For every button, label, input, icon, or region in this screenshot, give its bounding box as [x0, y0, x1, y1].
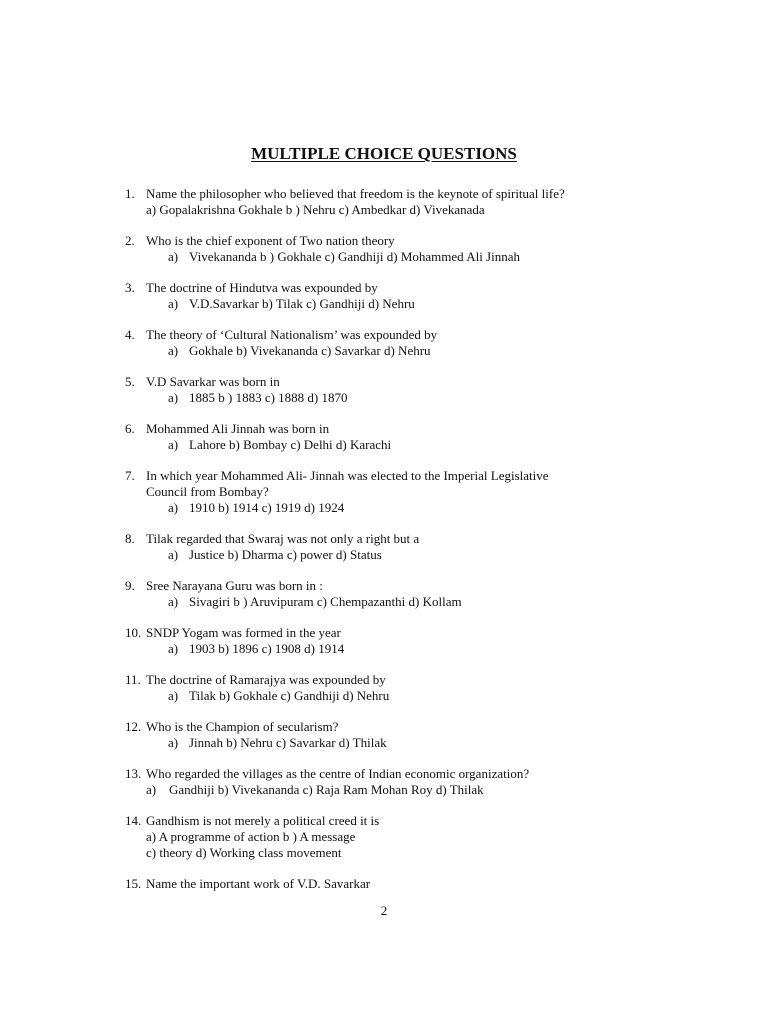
question-item	[0, 672, 768, 704]
option-text: c) theory d) Working class movement	[146, 845, 342, 860]
question-line: The theory of ‘Cultural Nationalism’ was expounded by	[146, 327, 438, 342]
question-item	[0, 233, 768, 265]
option-text: 1885 b ) 1883 c) 1888 d) 1870	[189, 390, 348, 405]
option-text: Gandhiji b) Vivekananda c) Raja Ram Mohan Roy d) Thilak	[169, 782, 484, 797]
option-marker: a)	[168, 688, 179, 703]
question-number: 3.	[125, 280, 135, 295]
option-marker: a)	[168, 735, 179, 750]
question-line: The doctrine of Ramarajya was expounded by	[146, 672, 386, 687]
question-text	[0, 876, 768, 892]
answer-options	[0, 829, 768, 845]
option-marker: a)	[168, 390, 179, 405]
question-number: 11.	[125, 672, 141, 687]
option-text: Tilak b) Gokhale c) Gandhiji d) Nehru	[189, 688, 390, 703]
question-text	[0, 813, 768, 829]
question-number: 12.	[125, 719, 142, 734]
answer-options	[0, 688, 768, 704]
answer-options	[0, 782, 768, 798]
question-number: 13.	[125, 766, 142, 781]
question-line: V.D Savarkar was born in	[146, 374, 280, 389]
question-number: 1.	[125, 186, 135, 201]
option-text: a) Gopalakrishna Gokhale b ) Nehru c) Ambedkar d) Vivekanada	[146, 202, 485, 217]
question-text	[0, 468, 768, 484]
question-item	[0, 625, 768, 657]
answer-options	[0, 845, 768, 861]
option-marker: a)	[168, 249, 179, 264]
question-text	[0, 672, 768, 688]
question-item	[0, 719, 768, 751]
question-line: The doctrine of Hindutva was expounded by	[146, 280, 378, 295]
answer-options	[0, 547, 768, 563]
question-number: 10.	[125, 625, 142, 640]
page-title: MULTIPLE CHOICE QUESTIONS	[251, 144, 517, 163]
page-number: 2	[380, 903, 388, 918]
question-text	[0, 280, 768, 296]
question-text	[0, 766, 768, 782]
option-text: 1910 b) 1914 c) 1919 d) 1924	[189, 500, 345, 515]
question-line: Who regarded the villages as the centre of Indian economic organization?	[146, 766, 530, 781]
question-number: 2.	[125, 233, 135, 248]
answer-options	[0, 390, 768, 406]
question-item	[0, 186, 768, 218]
question-text	[0, 625, 768, 641]
option-marker: a)	[168, 343, 179, 358]
question-text	[0, 578, 768, 594]
question-number: 14.	[125, 813, 142, 828]
question-text	[0, 233, 768, 249]
question-line: Tilak regarded that Swaraj was not only a right but a	[146, 531, 420, 546]
question-line: Council from Bombay?	[146, 484, 269, 499]
option-marker: a)	[168, 547, 179, 562]
question-text	[0, 719, 768, 735]
question-number: 7.	[125, 468, 135, 483]
question-line: Mohammed Ali Jinnah was born in	[146, 421, 330, 436]
question-item	[0, 578, 768, 610]
question-item	[0, 280, 768, 312]
question-number: 4.	[125, 327, 135, 342]
question-number: 5.	[125, 374, 135, 389]
question-number: 9.	[125, 578, 135, 593]
answer-options	[0, 641, 768, 657]
option-marker: a)	[168, 296, 179, 311]
question-item	[0, 327, 768, 359]
option-text: Vivekananda b ) Gokhale c) Gandhiji d) Mohammed Ali Jinnah	[189, 249, 520, 264]
answer-options	[0, 437, 768, 453]
question-line: SNDP Yogam was formed in the year	[146, 625, 341, 640]
option-text: a) A programme of action b ) A message	[146, 829, 356, 844]
option-marker: a)	[168, 500, 179, 515]
option-text: 1903 b) 1896 c) 1908 d) 1914	[189, 641, 345, 656]
answer-options	[0, 202, 768, 218]
option-text: Lahore b) Bombay c) Delhi d) Karachi	[189, 437, 392, 452]
question-item	[0, 374, 768, 406]
question-item	[0, 876, 768, 892]
question-text	[0, 327, 768, 343]
question-line: In which year Mohammed Ali- Jinnah was elected to the Imperial Legislative	[146, 468, 549, 483]
option-marker: a)	[168, 641, 179, 656]
question-text	[0, 484, 768, 500]
question-item	[0, 421, 768, 453]
option-text: Justice b) Dharma c) power d) Status	[189, 547, 382, 562]
question-item	[0, 531, 768, 563]
option-text: Sivagiri b ) Aruvipuram c) Chempazanthi d) Kollam	[189, 594, 462, 609]
question-line: Gandhism is not merely a political creed it is	[146, 813, 380, 828]
question-line: Name the important work of V.D. Savarkar	[146, 876, 371, 891]
question-item	[0, 766, 768, 798]
question-list	[0, 186, 768, 907]
answer-options	[0, 343, 768, 359]
question-number: 8.	[125, 531, 135, 546]
question-number: 15.	[125, 876, 142, 891]
answer-options	[0, 249, 768, 265]
question-text	[0, 374, 768, 390]
answer-options	[0, 594, 768, 610]
answer-options	[0, 296, 768, 312]
question-number: 6.	[125, 421, 135, 436]
option-text: Gokhale b) Vivekananda c) Savarkar d) Nehru	[189, 343, 431, 358]
question-item	[0, 468, 768, 516]
answer-options	[0, 735, 768, 751]
option-marker: a)	[168, 594, 179, 609]
question-line: Who is the chief exponent of Two nation theory	[146, 233, 395, 248]
answer-options	[0, 500, 768, 516]
question-text	[0, 531, 768, 547]
option-text: V.D.Savarkar b) Tilak c) Gandhiji d) Nehru	[189, 296, 415, 311]
option-text: Jinnah b) Nehru c) Savarkar d) Thilak	[189, 735, 387, 750]
question-text	[0, 186, 768, 202]
question-line: Name the philosopher who believed that freedom is the keynote of spiritual life?	[146, 186, 565, 201]
question-line: Sree Narayana Guru was born in :	[146, 578, 323, 593]
question-text	[0, 421, 768, 437]
option-marker: a)	[146, 782, 157, 797]
question-line: Who is the Champion of secularism?	[146, 719, 339, 734]
question-item	[0, 813, 768, 861]
option-marker: a)	[168, 437, 179, 452]
